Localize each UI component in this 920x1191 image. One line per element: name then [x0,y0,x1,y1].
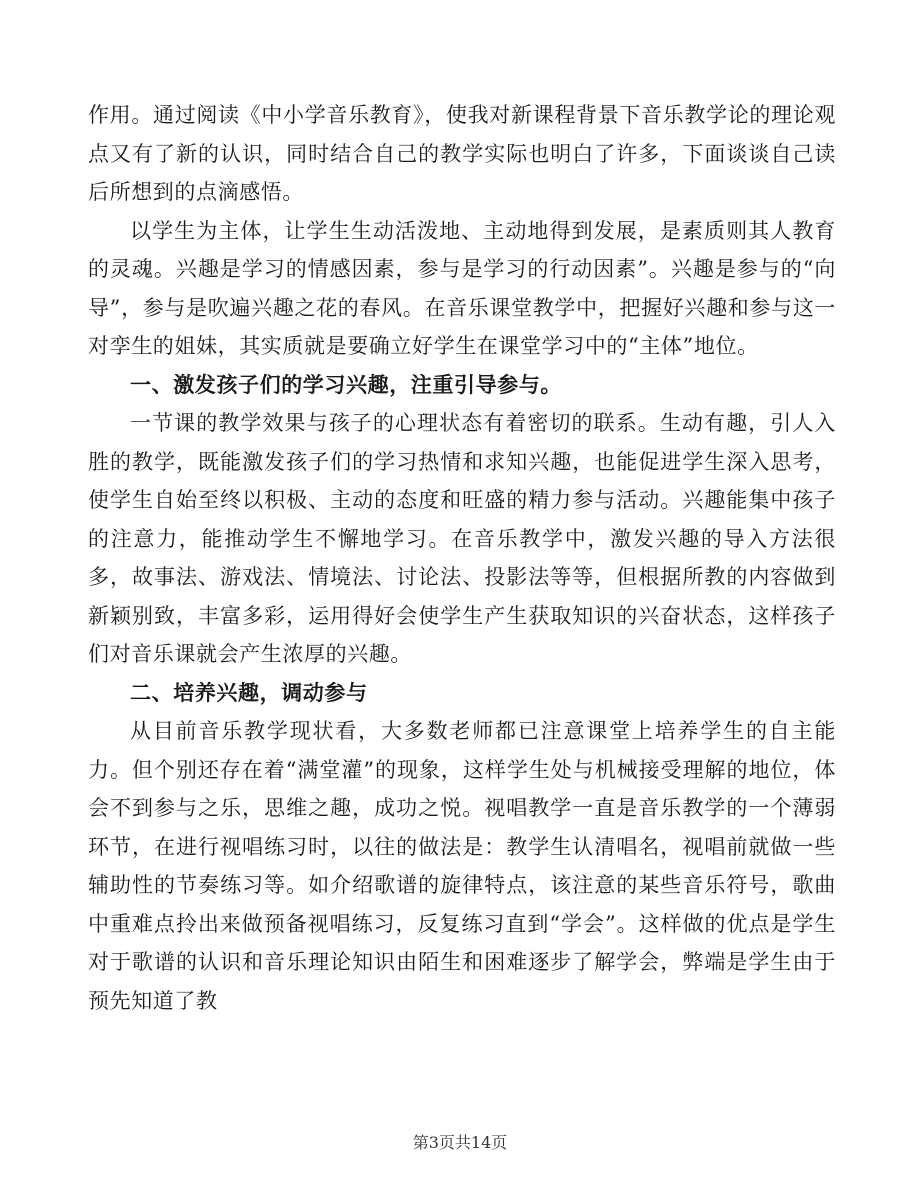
paragraph: 从目前音乐教学现状看，大多数老师都已注意课堂上培养学生的自主能力。但个别还存在着“满堂灌”的现象，这样学生处与机械接受理解的地位，体会不到参与之乐，思维之趣，成功之悦。视唱教学一直是音乐教学的一个薄弱环节，在进行视唱练习时，以往的做法是：教学生认清唱名，视唱前就做一些辅助性的节奏练习等。如介绍歌谱的旋律特点，该注意的某些音乐符号，歌曲中重难点拎出来做预备视唱练习，反复练习直到“学会”。这样做的优点是学生对于歌谱的认识和音乐理论知识由陌生和困难逐步了解学会，弊端是学生由于预先知道了教 [88,719,836,1013]
paragraph: 作用。通过阅读《中小学音乐教育》，使我对新课程背景下音乐教学论的理论观点又有了新的认识，同时结合自己的教学实际也明白了许多，下面谈谈自己读后所想到的点滴感悟。 [88,103,836,204]
paragraph: 一节课的教学效果与孩子的心理状态有着密切的联系。生动有趣，引人入胜的教学，既能激发孩子们的学习热情和求知兴趣，也能促进学生深入思考，使学生自始至终以积极、主动的态度和旺盛的精力参与活动。兴趣能集中孩子的注意力，能推动学生不懈地学习。在音乐教学中，激发兴趣的导入方法很多，故事法、游戏法、情境法、讨论法、投影法等等，但根据所教的内容做到新颖别致，丰富多彩，运用得好会使学生产生获取知识的兴奋状态，这样孩子们对音乐课就会产生浓厚的兴趣。 [88,411,836,666]
section-heading: 一、激发孩子们的学习兴趣，注重引导参与。 [130,371,562,397]
section-heading: 二、培养兴趣，调动参与 [130,679,368,705]
document-body [88,96,836,1020]
page-number: 第3页共14页 [412,1133,508,1152]
paragraph: 以学生为主体，让学生生动活泼地、主动地得到发展，是素质则其人教育的灵魂。兴趣是学习的情感因素，参与是学习的行动因素”。兴趣是参与的“向导”，参与是吹遍兴趣之花的春风。在音乐课堂教学中，把握好兴趣和参与这一对孪生的姐妹，其实质就是要确立好学生在课堂学习中的“主体”地位。 [88,218,836,358]
